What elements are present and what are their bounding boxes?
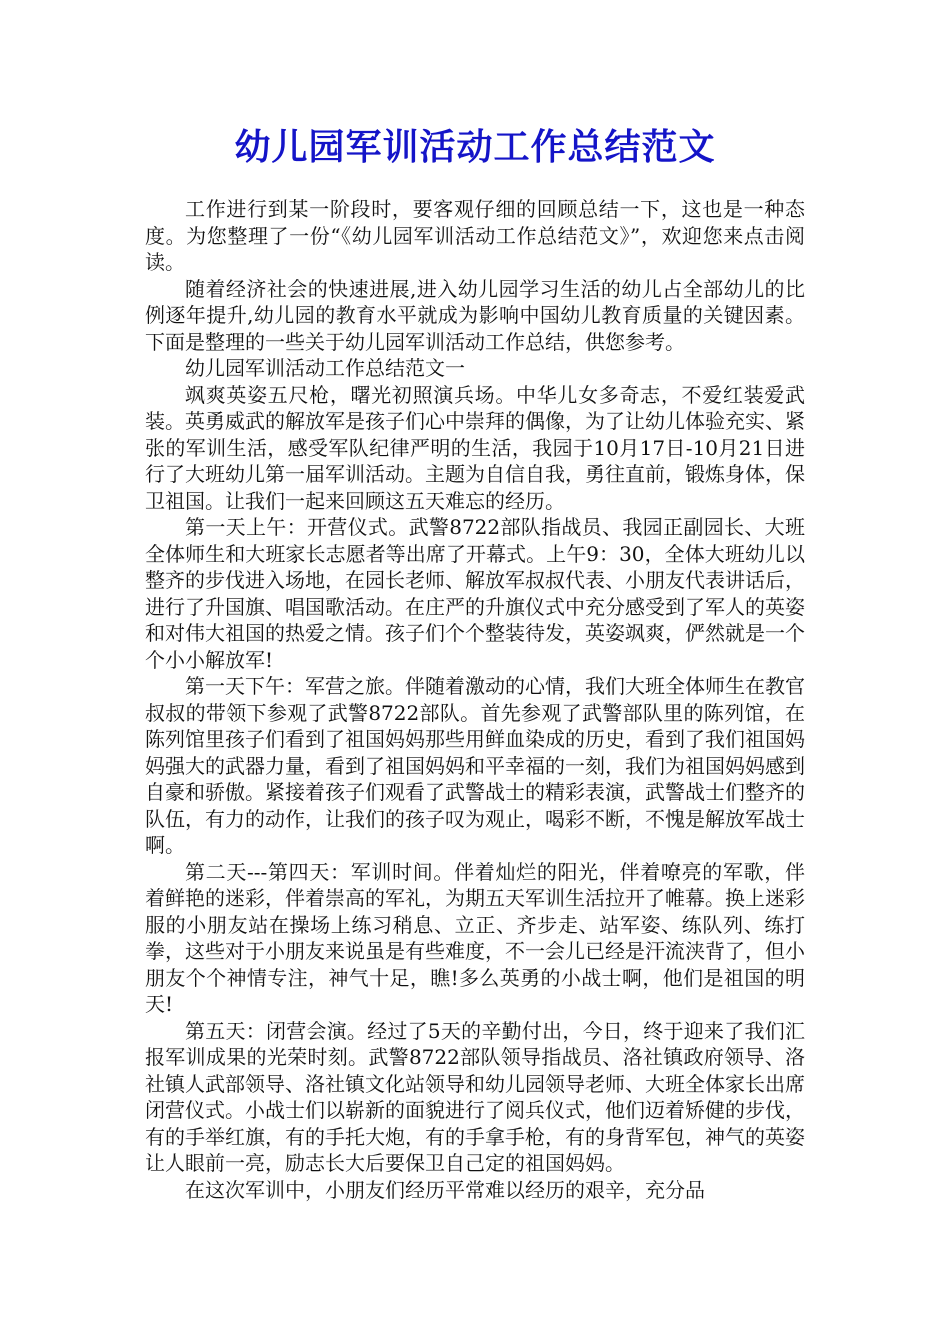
document-body <box>145 196 805 1203</box>
paragraph-day5: 第五天：闭营会演。经过了5天的辛勤付出，今日，终于迎来了我们汇报军训成果的光荣时刻。武警8722部队领导指战员、洛社镇政府领导、洛社镇人武部领导、洛社镇文化站领导和幼儿园领导老师、大班全体家长出席闭营仪式。小战士们以崭新的面貌进行了阅兵仪式，他们迈着矫健的步伐，有的手举红旗，有的手托大炮，有的手拿手枪，有的身背军包，神气的英姿让人眼前一亮，励志长大后要保卫自己定的祖国妈妈。 <box>145 1018 805 1175</box>
paragraph-intro: 工作进行到某一阶段时，要客观仔细的回顾总结一下，这也是一种态度。为您整理了一份“《幼儿园军训活动工作总结范文》”，欢迎您来点击阅读。 <box>145 197 805 274</box>
paragraph-day1-afternoon: 第一天下午：军营之旅。伴随着激动的心情，我们大班全体师生在教官叔叔的带领下参观了武警8722部队。首先参观了武警部队里的陈列馆，在陈列馆里孩子们看到了祖国妈妈那些用鲜血染成的历史，看到了我们祖国妈妈强大的武器力量，看到了祖国妈妈和平幸福的一刻，我们为祖国妈妈感到自豪和骄傲。紧接着孩子们观看了武警战士的精彩表演，武警战士们整齐的队伍，有力的动作，让我们的孩子叹为观止，喝彩不断，不愧是解放军战士啊。 <box>145 674 805 857</box>
section-heading: 幼儿园军训活动工作总结范文一 <box>185 356 465 380</box>
paragraph-conclusion: 在这次军训中，小朋友们经历平常难以经历的艰辛，充分品 <box>185 1177 705 1202</box>
paragraph-day2-4: 第二天---第四天：军训时间。伴着灿烂的阳光，伴着嘹亮的军歌，伴着鲜艳的迷彩，伴着崇高的军礼，为期五天军训生活拉开了帷幕。换上迷彩服的小朋友站在操场上练习稍息、立正、齐步走、站军姿、练队列、练打拳，这些对于小朋友来说虽是有些难度，不一会儿已经是汗流浃背了，但小朋友个个神情专注，神气十足，瞧!多么英勇的小战士啊，他们是祖国的明天! <box>145 859 805 1016</box>
paragraph-background: 随着经济社会的快速进展,进入幼儿园学习生活的幼儿占全部幼儿的比例逐年提升,幼儿园的教育水平就成为影响中国幼儿教育质量的关键因素。下面是整理的一些关于幼儿园军训活动工作总结，供您参考。 <box>145 276 805 354</box>
document-page <box>145 118 805 1203</box>
paragraph-day1-morning: 第一天上午：开营仪式。武警8722部队指战员、我园正副园长、大班全体师生和大班家长志愿者等出席了开幕式。上午9：30，全体大班幼儿以整齐的步伐进入场地，在园长老师、解放军叔叔代表、小朋友代表讲话后，进行了升国旗、唱国歌活动。在庄严的升旗仪式中充分感受到了军人的英姿和对伟大祖国的热爱之情。孩子们个个整装待发，英姿飒爽，俨然就是一个个小小解放军! <box>145 515 805 672</box>
document-title: 幼儿园军训活动工作总结范文 <box>234 126 716 168</box>
paragraph-overview: 飒爽英姿五尺枪，曙光初照演兵场。中华儿女多奇志，不爱红装爱武装。英勇威武的解放军是孩子们心中崇拜的偶像，为了让幼儿体验充实、紧张的军训生活，感受军队纪律严明的生活，我园于10月17日-10月21日进行了大班幼儿第一届军训活动。主题为自信自我，勇往直前，锻炼身体，保卫祖国。让我们一起来回顾这五天难忘的经历。 <box>145 382 805 513</box>
